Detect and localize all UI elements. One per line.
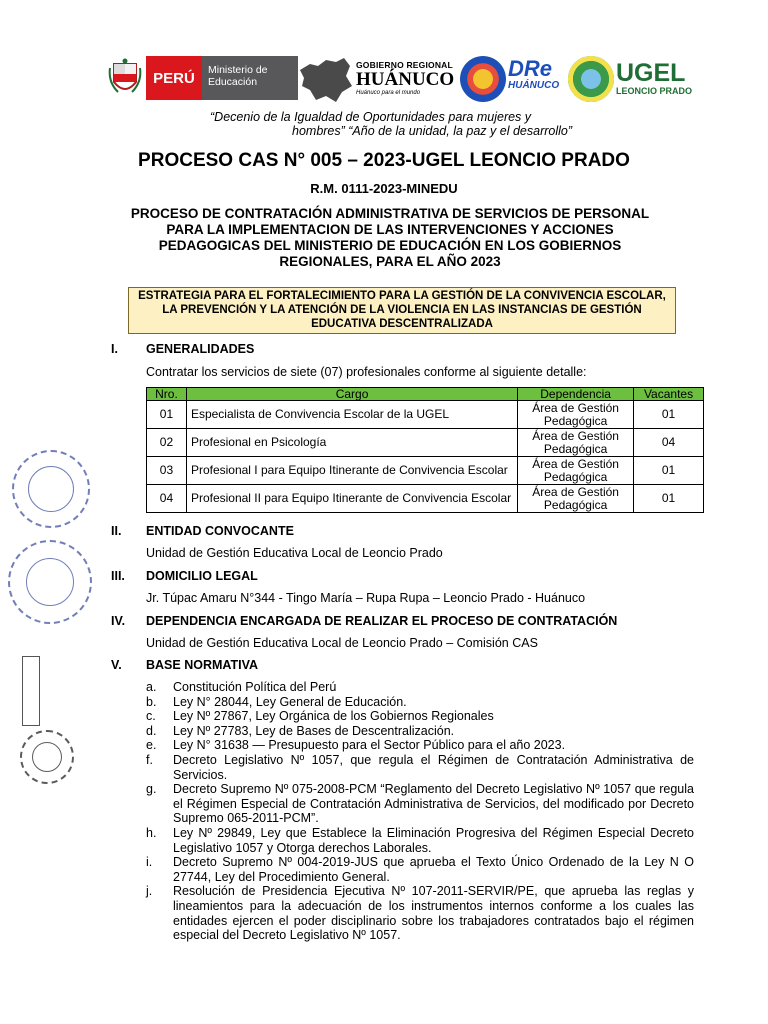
list-text: Resolución de Presidencia Ejecutiva Nº 107-2011-SERVIR/PE, que aprueba las reglas y lineamientos para la adecuación de los instrumentos internos conforme a los cuales las entidades ejercen el poder disciplinario sobre los trabajadores contratados bajo el régimen especial del Decreto Legislativo Nº 1057. (173, 884, 694, 943)
table-row (147, 401, 704, 429)
table-header-cell: Nro. (147, 388, 187, 401)
list-letter: i. (146, 855, 153, 870)
gobierno-line2: HUÁNUCO (356, 69, 455, 90)
section-2-number: II. (111, 524, 122, 538)
section-2-title: ENTIDAD CONVOCANTE (146, 524, 294, 538)
section-3-title: DOMICILIO LEGAL (146, 569, 258, 583)
section-5-number: V. (111, 658, 122, 672)
table-cell: 01 (634, 457, 704, 485)
dre-logo (508, 58, 566, 100)
list-text: Ley Nº 29849, Ley que Establece la Eliminación Progresiva del Régimen Especial Decreto Legislativo 1057 y Otorga derechos Laborales. (173, 825, 694, 855)
resolution-number: R.M. 0111-2023-MINEDU (310, 181, 458, 196)
list-letter: j. (146, 884, 153, 899)
dre-sub: HUÁNUCO (508, 80, 560, 91)
list-text: Decreto Supremo Nº 004-2019-JUS que aprueba el Texto Único Ordenado de la Ley N O 27744, Ley del Procedimiento General. (173, 855, 694, 884)
peru-label: PERÚ (146, 56, 202, 100)
section-2-text: Unidad de Gestión Educativa Local de Leoncio Prado (146, 546, 443, 560)
peru-coat-of-arms-icon (108, 58, 142, 98)
list-item (146, 709, 694, 724)
table-header-cell: Cargo (186, 388, 517, 401)
list-item (146, 724, 694, 739)
list-item (146, 855, 694, 884)
table-row (147, 429, 704, 457)
motto-line2: hombres” “Año de la unidad, la paz y el desarrollo” (292, 124, 573, 138)
header-logos (108, 54, 698, 108)
table-row (147, 457, 704, 485)
legal-basis-list (146, 680, 694, 943)
list-item (146, 884, 694, 942)
list-letter: h. (146, 825, 157, 840)
section-4-number: IV. (111, 614, 126, 628)
table-cell: Profesional I para Equipo Itinerante de Convivencia Escolar (186, 457, 517, 485)
table-cell: Área de Gestión Pedagógica (518, 485, 634, 513)
ugel-seal-icon (568, 56, 614, 102)
gobierno-line1: GOBIERNO REGIONAL (356, 60, 453, 70)
table-cell: 03 (147, 457, 187, 485)
table-header-cell: Vacantes (634, 388, 704, 401)
table-cell: Especialista de Convivencia Escolar de la UGEL (186, 401, 517, 429)
section-4-title: DEPENDENCIA ENCARGADA DE REALIZAR EL PROCESO DE CONTRATACIÓN (146, 614, 618, 628)
document-title: PROCESO CAS N° 005 – 2023-UGEL LEONCIO PRADO (138, 150, 630, 171)
list-letter: b. (146, 694, 157, 709)
official-stamp-icon (20, 730, 74, 784)
list-letter: d. (146, 723, 157, 738)
gobierno-regional-logo (356, 60, 456, 96)
list-item (146, 782, 694, 826)
list-text: Constitución Política del Perú (173, 680, 337, 694)
official-stamp-icon (8, 540, 92, 624)
list-letter: e. (146, 738, 157, 753)
table-cell: 01 (147, 401, 187, 429)
official-stamp-icon (12, 450, 90, 528)
section-1-title: GENERALIDADES (146, 342, 255, 356)
table-cell: 04 (634, 429, 704, 457)
section-3-text: Jr. Túpac Amaru N°344 - Tingo María – Rupa Rupa – Leoncio Prado - Huánuco (146, 591, 586, 605)
list-letter: g. (146, 782, 157, 797)
section-5-title: BASE NORMATIVA (146, 658, 259, 672)
regional-seal-icon (460, 56, 506, 102)
motto-line1: “Decenio de la Igualdad de Oportunidades para mujeres y (210, 110, 532, 124)
table-header-cell: Dependencia (518, 388, 634, 401)
motto (210, 110, 610, 138)
positions-table (146, 387, 704, 513)
strategy-box: ESTRATEGIA PARA EL FORTALECIMIENTO PARA LA GESTIÓN DE LA CONVIVENCIA ESCOLAR, LA PREVENCIÓN Y LA ATENCIÓN DE LA VIOLENCIA EN LAS INSTANCIAS DE GESTIÓN EDUCATIVA DESCENTRALIZADA (128, 287, 676, 334)
table-row (147, 485, 704, 513)
table-cell: Profesional en Psicología (186, 429, 517, 457)
gobierno-slogan: Huánuco para el mundo (356, 90, 421, 96)
signature-stamp-icon (22, 656, 40, 726)
list-item (146, 680, 694, 695)
table-cell: 01 (634, 401, 704, 429)
list-text: Ley N° 28044, Ley General de Educación. (173, 694, 407, 709)
table-cell: Profesional II para Equipo Itinerante de Convivencia Escolar (186, 485, 517, 513)
dre-label: DRe (508, 56, 553, 81)
ugel-sub: LEONCIO PRADO (616, 86, 693, 96)
list-item (146, 695, 694, 710)
list-letter: a. (146, 680, 157, 694)
table-cell: Área de Gestión Pedagógica (518, 401, 634, 429)
minedu-logo (146, 56, 298, 100)
ugel-label: UGEL (616, 59, 686, 87)
table-cell: 02 (147, 429, 187, 457)
ministry-label: Ministerio de Educación (202, 56, 298, 100)
list-item (146, 738, 694, 753)
section-3-number: III. (111, 569, 125, 583)
huanuco-map-icon (296, 56, 354, 104)
table-cell: 01 (634, 485, 704, 513)
list-text: Decreto Supremo Nº 075-2008-PCM “Reglamento del Decreto Legislativo Nº 1057 que regula el Régimen Especial de Contratación Administrativa de Servicios, del modificado por Decreto Supremo 065-2011-PCM”. (173, 782, 694, 826)
ugel-logo (616, 60, 692, 96)
list-item (146, 826, 694, 855)
list-text: Decreto Legislativo Nº 1057, que regula el Régimen de Contratación Administrativa de Servicios. (173, 752, 694, 782)
table-cell: 04 (147, 485, 187, 513)
list-letter: c. (146, 709, 156, 724)
list-text: Ley Nº 27783, Ley de Bases de Descentralización. (173, 723, 455, 738)
section-1-text: Contratar los servicios de siete (07) profesionales conforme al siguiente detalle: (146, 365, 587, 379)
list-text: Ley N° 31638 — Presupuesto para el Sector Público para el año 2023. (173, 738, 566, 753)
section-1-number: I. (111, 342, 118, 356)
list-letter: f. (146, 752, 153, 767)
section-4-text: Unidad de Gestión Educativa Local de Leoncio Prado – Comisión CAS (146, 636, 538, 650)
document-subtitle: PROCESO DE CONTRATACIÓN ADMINISTRATIVA DE SERVICIOS DE PERSONAL PARA LA IMPLEMENTACION DE LAS INTERVENCIONES Y ACCIONES PEDAGOGICAS DEL MINISTERIO DE EDUCACIÓN EN LOS GOBIERNOS REGIONALES, PARA EL AÑO 2023 (130, 206, 650, 269)
list-text: Ley Nº 27867, Ley Orgánica de los Gobiernos Regionales (173, 709, 494, 724)
table-cell: Área de Gestión Pedagógica (518, 457, 634, 485)
table-header-row (147, 388, 704, 401)
list-item (146, 753, 694, 782)
table-cell: Área de Gestión Pedagógica (518, 429, 634, 457)
